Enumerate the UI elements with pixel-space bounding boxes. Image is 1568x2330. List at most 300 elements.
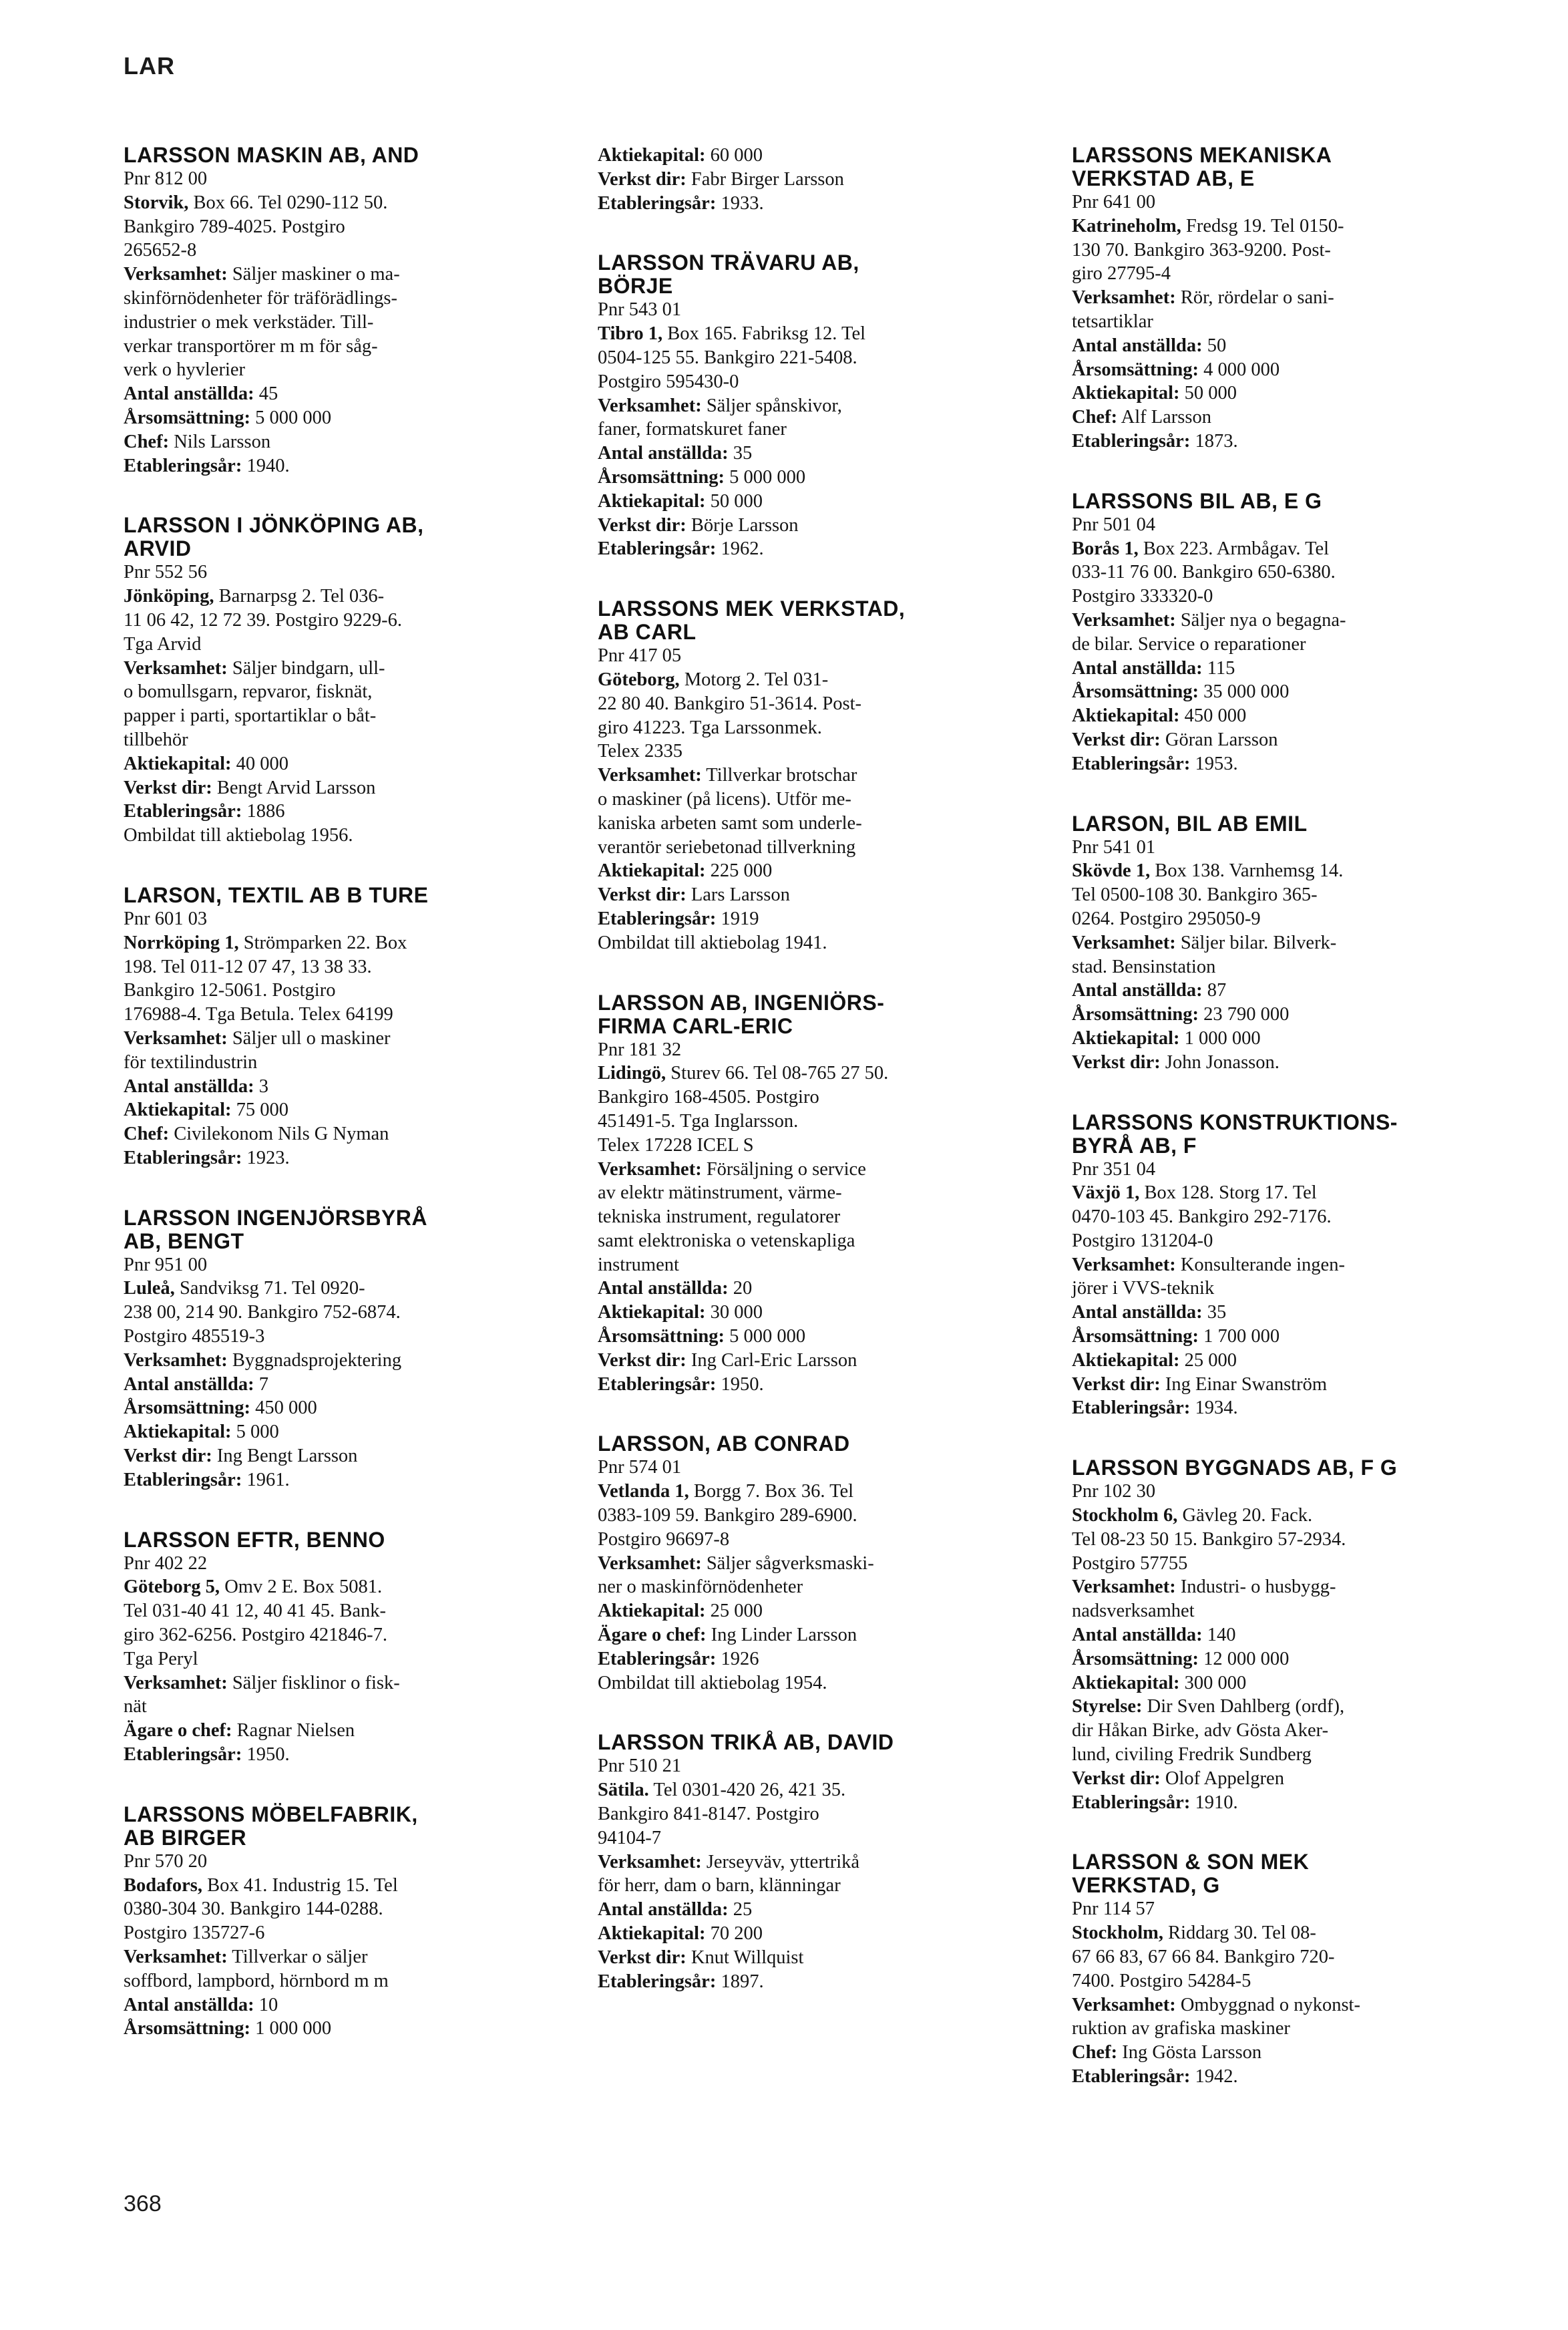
field-text: Pnr 541 01: [1072, 836, 1156, 858]
field-text: 198. Tel 011-12 07 47, 13 38 33.: [124, 956, 372, 977]
field-text: 5 000 000: [725, 466, 806, 488]
entry-line: [124, 1468, 457, 1492]
entry-line: [598, 1802, 932, 1826]
entry-line: [598, 1504, 932, 1528]
entry-line: [598, 644, 932, 668]
field-text: kaniska arbeten samt som underle-: [598, 812, 862, 834]
entry-line: [598, 788, 932, 812]
field-text: dir Håkan Birke, adv Gösta Aker-: [1072, 1720, 1329, 1741]
field-text: Dir Sven Dahlberg (ordf),: [1142, 1696, 1345, 1717]
entry-line: [1072, 907, 1406, 931]
entry-line: [598, 1874, 932, 1898]
entry-line: [598, 907, 932, 931]
company-name-line: LARSSONS MÖBELFABRIK,: [124, 1802, 418, 1826]
field-label: Etableringsår:: [1072, 1792, 1191, 1813]
entry-line: [598, 1061, 932, 1086]
field-text: Pnr 102 30: [1072, 1481, 1156, 1502]
field-text: 238 00, 214 90. Bankgiro 752-6874.: [124, 1302, 401, 1323]
field-text: Säljer maskiner o ma-: [227, 264, 400, 285]
entry-line: [1072, 1003, 1406, 1027]
field-text: Strömparken 22. Box: [238, 932, 407, 953]
entry-line: [598, 931, 932, 955]
company-name-line: LARSSON EFTR, BENNO: [124, 1527, 385, 1552]
field-text: 1950.: [242, 1744, 290, 1766]
field-text: för herr, dam o barn, klänningar: [598, 1875, 841, 1896]
company-entry: [124, 884, 457, 1170]
field-label: Årsomsättning:: [124, 2018, 250, 2039]
company-name: [598, 597, 932, 644]
entry-line: [124, 800, 457, 824]
field-label: Etableringsår:: [124, 801, 242, 822]
field-label: Verkst dir:: [1072, 1051, 1161, 1073]
entry-line: [598, 1038, 932, 1062]
field-text: Försäljning o service: [701, 1158, 866, 1180]
field-text: 1940.: [242, 455, 290, 476]
field-text: tillbehör: [124, 729, 188, 750]
field-label: Etableringsår:: [124, 1469, 242, 1490]
entry-line: [598, 322, 932, 346]
entry-line: [1072, 1623, 1406, 1647]
entry-line: [124, 1993, 457, 2017]
entry-line: [1072, 728, 1406, 752]
field-label: Antal anställda:: [598, 443, 729, 464]
field-text: 1 000 000: [1179, 1027, 1261, 1049]
field-label: Stockholm 6,: [1072, 1505, 1178, 1526]
field-label: Verksamhet:: [124, 264, 228, 285]
field-text: Tga Arvid: [124, 633, 202, 655]
entry-line: [598, 1970, 932, 1994]
field-label: Aktiekapital:: [1072, 383, 1180, 404]
entry-line: [1072, 1229, 1406, 1253]
field-text: Box 223. Armbågav. Tel: [1138, 538, 1330, 559]
field-text: 115: [1202, 657, 1235, 679]
entry-line: [124, 633, 457, 657]
entry-line: [598, 883, 932, 907]
entry-line: [1072, 1767, 1406, 1791]
field-label: Göteborg 5,: [124, 1576, 220, 1598]
field-label: Aktiekapital:: [1072, 705, 1180, 727]
entry-line: [1072, 1791, 1406, 1815]
entry-line: [124, 358, 457, 382]
field-text: av elektr mätinstrument, värme-: [598, 1182, 842, 1204]
field-text: stad. Bensinstation: [1072, 956, 1216, 977]
field-text: 1942.: [1190, 2066, 1238, 2087]
company-name-line: BÖRJE: [598, 274, 673, 299]
entry-line: [1072, 1695, 1406, 1719]
field-text: Göran Larsson: [1160, 729, 1278, 750]
field-text: Ombyggnad o nykonst-: [1175, 1994, 1360, 2015]
field-text: John Jonasson.: [1160, 1051, 1280, 1073]
company-entry: [124, 1528, 457, 1767]
field-label: Storvik,: [124, 192, 189, 213]
entry-line: [598, 1181, 932, 1205]
field-text: 87: [1202, 980, 1227, 1001]
field-text: 1886: [242, 801, 285, 822]
entry-line: [1072, 1325, 1406, 1349]
entry-line: [124, 1420, 457, 1444]
entry-line: [598, 1575, 932, 1599]
field-label: Aktiekapital:: [598, 1923, 706, 1945]
field-label: Etableringsår:: [124, 1147, 242, 1168]
company-name-line: LARSSON & SON MEK: [1072, 1850, 1310, 1874]
field-text: Pnr 641 00: [1072, 192, 1156, 212]
field-text: Bengt Arvid Larsson: [212, 777, 376, 798]
field-text: 1897.: [716, 1971, 764, 1992]
field-text: papper i parti, sportartiklar o båt-: [124, 705, 377, 727]
entry-line: [1072, 680, 1406, 704]
field-label: Antal anställda:: [1072, 1625, 1203, 1646]
field-label: Stockholm,: [1072, 1923, 1163, 1944]
field-text: 225 000: [705, 860, 773, 882]
field-text: tekniska instrument, regulatorer: [598, 1206, 841, 1228]
entry-line: [124, 238, 457, 263]
entry-line: [124, 1969, 457, 1993]
field-text: Bankgiro 168-4505. Postgiro: [598, 1087, 819, 1108]
entry-line: [598, 1671, 932, 1695]
field-text: Säljer spånskivor,: [701, 395, 842, 416]
entry-line: [598, 514, 932, 538]
field-text: 0380-304 30. Bankgiro 144-0288.: [124, 1898, 383, 1920]
company-name-line: LARSSON TRIKÅ AB, DAVID: [598, 1730, 894, 1755]
field-text: 60 000: [705, 145, 763, 166]
entry-line: [598, 1373, 932, 1397]
field-text: 300 000: [1179, 1672, 1247, 1693]
field-text: Sandviksg 71. Tel 0920-: [174, 1278, 365, 1299]
field-label: Verksamhet:: [1072, 1994, 1176, 2015]
field-label: Verkst dir:: [1072, 729, 1161, 750]
field-text: Pnr 181 32: [598, 1039, 682, 1060]
field-text: nadsverksamhet: [1072, 1601, 1195, 1622]
field-text: 1926: [716, 1648, 759, 1669]
entry-line: [598, 1552, 932, 1576]
company-name-line: LARSON, TEXTIL AB B TURE: [124, 882, 429, 907]
entry-line: [124, 215, 457, 239]
field-label: Verksamhet:: [1072, 1576, 1176, 1598]
field-label: Verkst dir:: [598, 884, 687, 906]
field-text: 450 000: [1179, 705, 1247, 727]
entry-line: [598, 490, 932, 514]
field-label: Ägare o chef:: [598, 1625, 707, 1646]
entry-line: [124, 1146, 457, 1170]
field-text: 0504-125 55. Bankgiro 221-5408.: [598, 347, 857, 368]
entry-line: [598, 812, 932, 836]
page-number: 368: [124, 2191, 162, 2216]
entry-line: [1072, 560, 1406, 585]
field-label: Etableringsår:: [124, 1744, 242, 1766]
field-text: giro 362-6256. Postgiro 421846-7.: [124, 1625, 388, 1646]
entry-line: [1072, 1349, 1406, 1373]
entry-line: [1072, 1528, 1406, 1552]
field-label: Katrineholm,: [1072, 215, 1181, 236]
entry-line: [1072, 1181, 1406, 1205]
field-label: Aktiekapital:: [124, 753, 232, 774]
entry-line: [1072, 883, 1406, 907]
company-name-line: LARSSON AB, INGENIÖRS-: [598, 990, 885, 1015]
entry-line: [598, 1898, 932, 1922]
entry-line: [124, 1027, 457, 1051]
field-label: Aktiekapital:: [598, 1601, 706, 1622]
entry-line: [124, 979, 457, 1003]
field-text: Pnr 601 03: [124, 908, 208, 929]
entry-line: [124, 1253, 457, 1277]
entry-line: [124, 406, 457, 430]
entry-line: [598, 1623, 932, 1647]
field-text: 1 000 000: [250, 2018, 332, 2039]
entry-line: [124, 430, 457, 454]
field-text: Ing Einar Swanström: [1160, 1373, 1328, 1395]
entry-line: [124, 1051, 457, 1075]
entry-line: [124, 382, 457, 406]
entry-line: [1072, 657, 1406, 681]
field-text: Pnr 543 01: [598, 299, 682, 321]
company-name: [124, 514, 457, 560]
entry-line: [124, 704, 457, 728]
field-label: Antal anställda:: [124, 383, 254, 405]
field-label: Verksamhet:: [598, 1851, 702, 1872]
field-text: Ing Carl-Eric Larsson: [686, 1349, 857, 1371]
field-label: Verkst dir:: [1072, 1373, 1161, 1395]
field-text: 1962.: [716, 538, 764, 560]
field-text: 5 000 000: [725, 1326, 806, 1347]
field-label: Jönköping,: [124, 586, 214, 607]
entry-line: [1072, 537, 1406, 561]
field-label: Aktiekapital:: [598, 1302, 706, 1323]
field-text: Lars Larsson: [686, 884, 790, 906]
field-text: Bankgiro 789-4025. Postgiro: [124, 216, 345, 237]
field-text: Tillverkar brotschar: [701, 765, 857, 786]
entry-line: [124, 1575, 457, 1599]
field-label: Antal anställda:: [1072, 657, 1203, 679]
entry-line: [124, 1098, 457, 1122]
entry-line: [1072, 1277, 1406, 1301]
entry-line: [124, 1396, 457, 1420]
field-text: 50 000: [1179, 383, 1237, 404]
entry-line: [124, 931, 457, 955]
field-text: Knut Willquist: [686, 1947, 804, 1968]
field-text: Barnarpsg 2. Tel 036-: [214, 586, 385, 607]
field-text: 7400. Postgiro 54284-5: [1072, 1970, 1251, 1991]
field-text: industrier o mek verkstäder. Till-: [124, 311, 374, 333]
field-text: 10: [254, 1994, 278, 2015]
field-text: 1934.: [1190, 1397, 1238, 1419]
entry-line: [124, 1719, 457, 1743]
entry-line: [1072, 1647, 1406, 1671]
field-label: Verksamhet:: [598, 395, 702, 416]
field-text: Säljer bindgarn, ull-: [227, 657, 385, 679]
field-text: Ombildat till aktiebolag 1941.: [598, 932, 827, 953]
field-label: Etableringsår:: [598, 1373, 717, 1395]
field-label: Göteborg,: [598, 669, 680, 690]
field-label: Styrelse:: [1072, 1696, 1143, 1717]
company-name: [1072, 1850, 1406, 1897]
entry-line: [1072, 1743, 1406, 1767]
company-name: [598, 991, 932, 1038]
company-name-line: LARSSONS MEKANISKA: [1072, 143, 1332, 167]
entry-line: [124, 1921, 457, 1945]
field-text: Pnr 417 05: [598, 645, 682, 667]
field-text: de bilar. Service o reparationer: [1072, 633, 1306, 655]
company-name-line: BYRÅ AB, F: [1072, 1133, 1197, 1158]
field-text: Box 138. Varnhemsg 14.: [1150, 860, 1344, 882]
field-text: 30 000: [705, 1302, 763, 1323]
company-name: [598, 1432, 932, 1456]
directory-column: [1072, 144, 1406, 2125]
entry-line: [124, 1373, 457, 1397]
entry-line: [124, 1671, 457, 1695]
field-text: Postgiro 333320-0: [1072, 586, 1213, 607]
field-label: Etableringsår:: [598, 192, 717, 214]
field-text: Telex 2335: [598, 741, 683, 762]
entry-line: [1072, 1253, 1406, 1277]
entry-line: [598, 1456, 932, 1480]
company-name: [1072, 1456, 1406, 1480]
field-label: Antal anställda:: [598, 1278, 729, 1299]
company-name-line: FIRMA CARL-ERIC: [598, 1013, 793, 1038]
field-text: Säljer sågverksmaski-: [701, 1552, 874, 1574]
company-entry: [1072, 1456, 1406, 1814]
entry-line: [124, 1122, 457, 1146]
field-text: 20: [728, 1278, 753, 1299]
entry-line: [124, 1850, 457, 1874]
field-text: Postgiro 135727-6: [124, 1923, 265, 1944]
field-label: Chef:: [1072, 2042, 1118, 2063]
field-label: Verkst dir:: [598, 168, 687, 190]
entry-line: [124, 311, 457, 335]
entry-line: [124, 1897, 457, 1921]
entry-line: [1072, 1897, 1406, 1921]
field-text: 35: [1202, 1302, 1227, 1323]
field-text: Säljer ull o maskiner: [227, 1027, 391, 1049]
company-name: [124, 1803, 457, 1850]
field-text: 35: [728, 443, 753, 464]
entry-line: [598, 1349, 932, 1373]
field-text: 50: [1202, 335, 1227, 356]
field-text: samt elektroniska o vetenskapliga: [598, 1230, 855, 1251]
entry-line: [1072, 262, 1406, 286]
field-text: Civilekonom Nils G Nyman: [169, 1124, 389, 1145]
company-entry: [124, 1206, 457, 1492]
field-text: 25 000: [705, 1601, 763, 1622]
field-label: Verksamhet:: [598, 765, 702, 786]
field-label: Tibro 1,: [598, 323, 663, 345]
field-text: verk o hyvlerier: [124, 359, 246, 381]
field-text: Omv 2 E. Box 5081.: [220, 1576, 383, 1598]
field-text: Tel 0301-420 26, 421 35.: [648, 1780, 846, 1801]
entry-line: [598, 1754, 932, 1778]
field-label: Etableringsår:: [598, 1648, 717, 1669]
field-label: Verksamhet:: [124, 1947, 228, 1968]
entry-line: [598, 466, 932, 490]
field-label: Årsomsättning:: [1072, 1004, 1199, 1025]
entry-line: [124, 585, 457, 609]
company-name-line: VERKSTAD AB, E: [1072, 166, 1255, 190]
field-text: 22 80 40. Bankgiro 51-3614. Post-: [598, 693, 862, 714]
field-text: Nils Larsson: [169, 431, 271, 452]
entry-line: [124, 1552, 457, 1576]
entry-line: [124, 1075, 457, 1099]
entry-line: [124, 1003, 457, 1027]
field-text: Säljer fisklinor o fisk-: [227, 1672, 400, 1693]
field-text: Pnr 570 20: [124, 1850, 208, 1872]
entry-line: [598, 1277, 932, 1301]
company-name-line: AB CARL: [598, 620, 697, 645]
entry-line: [124, 955, 457, 979]
company-name-line: VERKSTAD, G: [1072, 1873, 1220, 1898]
company-entry: [598, 251, 932, 561]
field-text: 1950.: [716, 1373, 764, 1395]
entry-line: [1072, 1158, 1406, 1182]
entry-line: [598, 418, 932, 442]
field-text: Fabr Birger Larsson: [686, 168, 844, 190]
entry-line: [1072, 1396, 1406, 1420]
field-text: 130 70. Bankgiro 363-9200. Post-: [1072, 239, 1331, 261]
field-label: Växjö 1,: [1072, 1182, 1140, 1204]
field-label: Verkst dir:: [598, 1349, 687, 1371]
field-text: Säljer bilar. Bilverk-: [1175, 932, 1337, 953]
field-text: Konsulterande ingen-: [1175, 1254, 1345, 1275]
field-text: 25: [728, 1899, 753, 1921]
field-text: 1 700 000: [1199, 1326, 1280, 1347]
field-label: Luleå,: [124, 1278, 175, 1299]
entry-line: [598, 859, 932, 883]
entry-line: [124, 1623, 457, 1647]
company-name-line: LARSSONS MEK VERKSTAD,: [598, 597, 906, 621]
field-text: 25 000: [1179, 1349, 1237, 1371]
field-label: Sätila.: [598, 1780, 649, 1801]
field-label: Antal anställda:: [124, 1994, 254, 2015]
entry-line: [598, 1301, 932, 1325]
entry-line: [598, 1850, 932, 1874]
field-text: o bomullsgarn, repvaror, fisknät,: [124, 681, 373, 703]
field-label: Årsomsättning:: [1072, 1326, 1199, 1347]
entry-line: [124, 752, 457, 776]
entry-line: [598, 1778, 932, 1802]
company-name-line: LARSSON TRÄVARU AB,: [598, 251, 859, 275]
field-label: Borås 1,: [1072, 538, 1139, 559]
company-name-line: AB BIRGER: [124, 1825, 247, 1850]
field-text: 450 000: [250, 1397, 317, 1419]
entry-line: [1072, 1051, 1406, 1075]
field-text: Olof Appelgren: [1160, 1768, 1284, 1789]
company-name: [124, 884, 457, 907]
field-text: nät: [124, 1696, 147, 1717]
field-text: Ombildat till aktiebolag 1956.: [124, 825, 353, 846]
field-text: Telex 17228 ICEL S: [598, 1134, 754, 1156]
field-label: Aktiekapital:: [598, 860, 706, 882]
field-label: Verkst dir:: [124, 1446, 212, 1467]
entry-line: [124, 335, 457, 359]
entry-line: [1072, 358, 1406, 382]
entry-line: [124, 1599, 457, 1623]
field-label: Verkst dir:: [598, 1947, 687, 1968]
field-text: 1923.: [242, 1147, 290, 1168]
company-name: [1072, 490, 1406, 513]
field-text: Box 66. Tel 0290-112 50.: [188, 192, 388, 213]
field-label: Verksamhet:: [598, 1552, 702, 1574]
field-label: Chef:: [124, 1124, 170, 1145]
company-entry: [1072, 144, 1406, 454]
entry-line: [1072, 1373, 1406, 1397]
field-text: Pnr 574 01: [598, 1457, 682, 1478]
entry-line: [598, 764, 932, 788]
entry-line: [1072, 585, 1406, 609]
entry-line: [124, 454, 457, 478]
field-text: Ombildat till aktiebolag 1954.: [598, 1672, 827, 1693]
entry-line: [124, 680, 457, 704]
entry-line: [598, 1946, 932, 1970]
field-label: Chef:: [124, 431, 170, 452]
company-name-line: ARVID: [124, 536, 192, 561]
